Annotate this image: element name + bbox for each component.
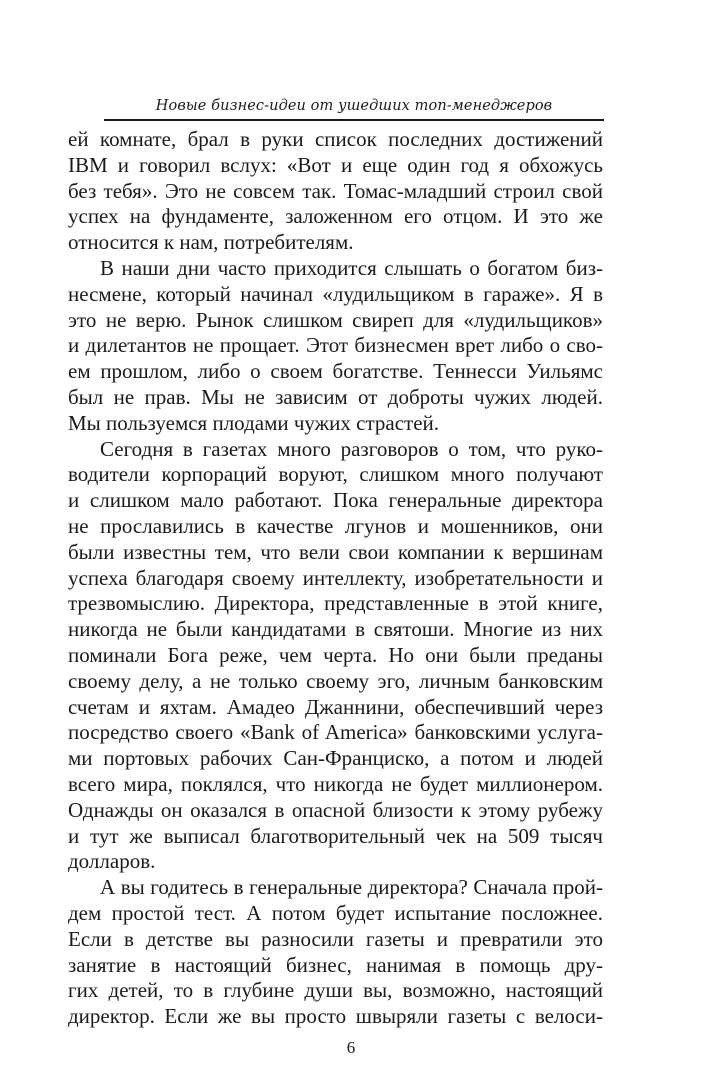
text-line: Однажды он оказался в опасной близости к этому рубежу (68, 797, 603, 822)
text-line: своему делу, а не только своему эго, личным банковским (68, 668, 603, 693)
running-head-title: Новые бизнес-идеи от ушедших топ-менеджеров (155, 98, 553, 114)
text-line: занятие в настоящий бизнес, нанимая в помощь дру- (68, 952, 603, 977)
text-line: несмене, который начинал «лудильщиком в гараже». Я в (68, 281, 603, 306)
text-line: А вы годитесь в генеральные директора? Сначала прой- (100, 875, 603, 900)
text-line: водители корпораций воруют, слишком много получают (68, 462, 603, 487)
text-line: Если в детстве вы разносили газеты и превратили это (68, 926, 603, 951)
text-line: без тебя». Это не совсем так. Томас-младший строил свой (68, 178, 603, 203)
text-line: дем простой тест. А потом будет испытание посложнее. (68, 900, 603, 925)
text-line: это не верю. Рынок слишком свиреп для «лудильщиков» (68, 307, 603, 332)
text-line: ми портовых рабочих Сан-Франциско, а потом и людей (68, 746, 603, 771)
text-line: всего мира, поклялся, что никогда не будет миллионером. (68, 771, 603, 796)
text-line: директор. Если же вы просто швыряли газеты с велоси- (68, 1004, 603, 1029)
text-line: ем прошлом, либо о своем богатстве. Теннесси Уильямс (68, 359, 603, 384)
text-line: и дилетантов не прощает. Этот бизнесмен врет либо о сво- (68, 333, 603, 358)
text-line: был не прав. Мы не зависим от доброты чужих людей. (68, 384, 603, 409)
text-line: трезвомыслию. Директора, представленные в этой книге, (68, 591, 603, 616)
text-line: успеха благодаря своему интеллекту, изобретательности и (68, 565, 603, 590)
text-line: счетам и яхтам. Амадео Джаннини, обеспечивший через (68, 694, 603, 719)
page-number: 6 (346, 1038, 356, 1057)
page-body-text (68, 127, 603, 1030)
text-line: посредство своего «Bank of America» банковскими услуга- (68, 720, 603, 745)
text-line: были известны тем, что вели свои компании к вершинам (68, 539, 603, 564)
text-line: Сегодня в газетах много разговоров о том, что руко- (100, 436, 603, 461)
text-line: В наши дни часто приходится слышать о богатом биз- (100, 255, 603, 280)
text-line: не прославились в качестве лгунов и мошенников, они (68, 513, 603, 538)
text-line: никогда не были кандидатами в святоши. Многие из них (68, 617, 603, 642)
text-line: ей комнате, брал в руки список последних достижений (68, 127, 603, 151)
text-line: долларов. (68, 849, 156, 874)
text-line: и слишком мало работают. Пока генеральные директора (68, 488, 603, 513)
text-line: гих детей, то в глубине души вы, возможно, настоящий (68, 978, 603, 1003)
text-line: Мы пользуемся плодами чужих страстей. (68, 410, 440, 435)
text-line: IBM и говорил вслух: «Вот и еще один год я обхожусь (68, 152, 603, 177)
text-line: поминали Бога реже, чем черта. Но они были преданы (68, 642, 603, 667)
text-line: относится к нам, потребителям. (68, 230, 354, 255)
text-line: успех на фундаменте, заложенном его отцом. И это же (68, 204, 603, 229)
text-line: и тут же выписал благотворительный чек на 509 тысяч (68, 823, 603, 848)
header-rule (104, 119, 604, 121)
